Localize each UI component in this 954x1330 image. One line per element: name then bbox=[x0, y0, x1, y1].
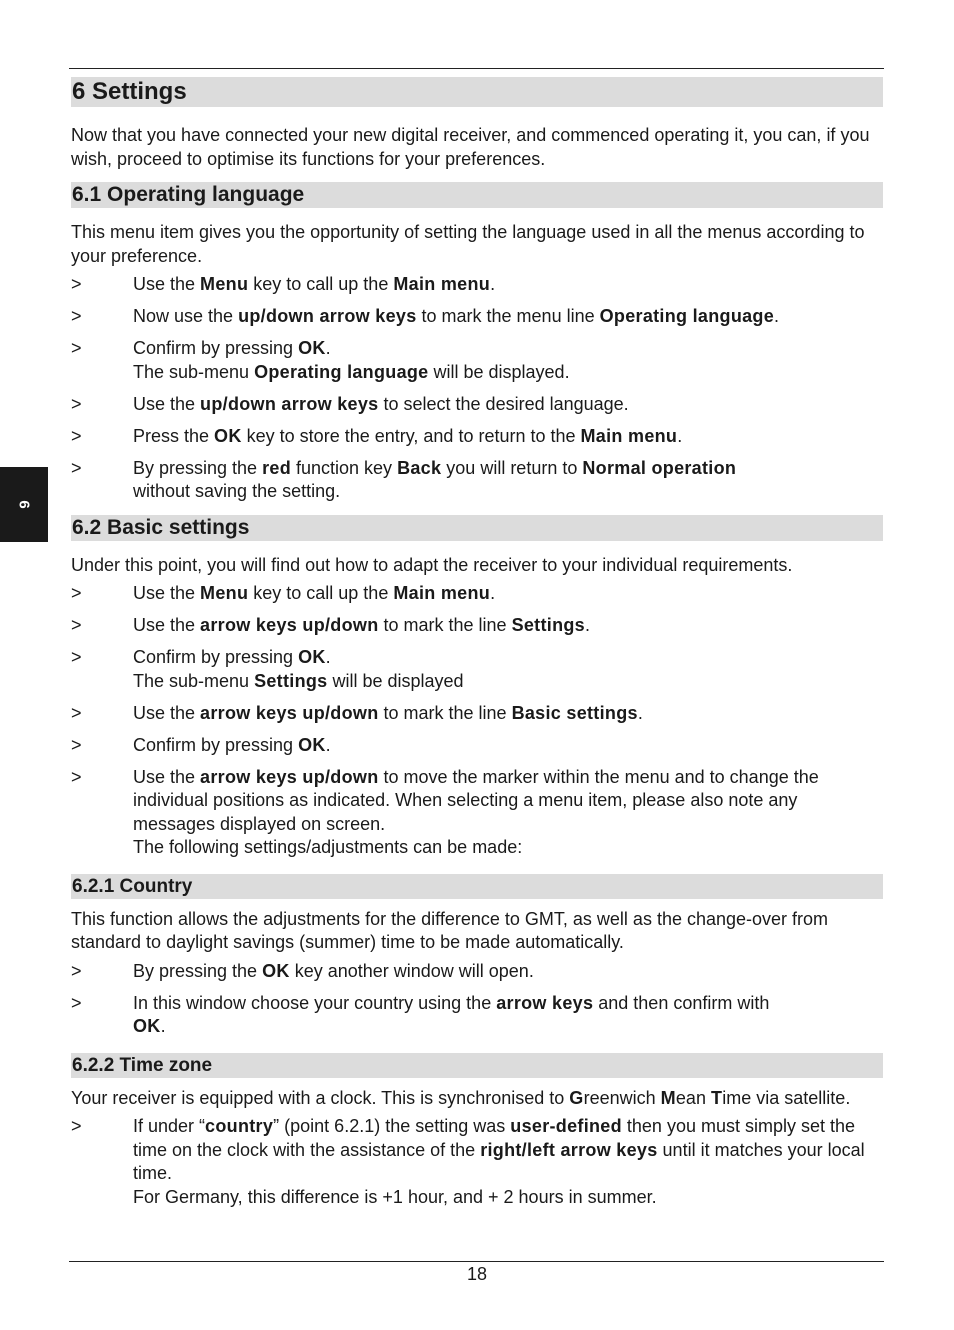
text-run: . The sub-menu bbox=[133, 338, 331, 382]
text-run: . bbox=[490, 274, 496, 294]
bold-text: Operating language bbox=[599, 306, 775, 326]
instruction-step bbox=[71, 646, 883, 693]
text-run: until it matches your local time. For Germany, this difference is +1 hour, and + 2 hours in summer. bbox=[133, 1139, 865, 1207]
instruction-step bbox=[71, 582, 883, 606]
bold-text: OK bbox=[262, 960, 290, 981]
step-marker: > bbox=[71, 992, 82, 1013]
bold-text: T bbox=[710, 1087, 723, 1108]
section-intro: Under this point, you will find out how to adapt the receiver to your individual requirements. bbox=[71, 554, 793, 575]
bold-text: Back bbox=[397, 457, 442, 478]
instruction-step bbox=[71, 305, 883, 329]
step-text bbox=[133, 702, 883, 726]
text-run: function key bbox=[291, 457, 398, 478]
page-content bbox=[71, 77, 883, 1218]
step-text bbox=[133, 337, 883, 384]
bold-text: Main menu bbox=[393, 583, 491, 603]
text-run: In this window choose your country using the bbox=[133, 992, 497, 1013]
text-run: Use the bbox=[133, 615, 201, 635]
section-intro bbox=[71, 1087, 883, 1111]
section-intro: This function allows the adjustments for the difference to GMT, as well as the change-over from standard to daylight savings (summer) time to be made automatically. bbox=[71, 908, 829, 952]
step-marker: > bbox=[71, 274, 82, 294]
text-run: to select the desired language. bbox=[378, 393, 629, 414]
text-run: ime via satellite. bbox=[722, 1087, 851, 1108]
text-run: . bbox=[490, 583, 496, 603]
text-run: By pressing the bbox=[133, 960, 263, 981]
section-heading: 6.1 Operating language bbox=[71, 182, 883, 208]
text-run: to move the marker within the menu and to change the individual positions as indicated. When selecting a menu item, please also note any messages displayed on screen. The following settings/adjustments can be made: bbox=[133, 766, 819, 857]
text-run: Use the bbox=[133, 583, 201, 603]
text-run: . bbox=[160, 1016, 166, 1036]
text-run: you will return to bbox=[441, 457, 583, 478]
bold-text: up/down arrow keys bbox=[238, 306, 417, 326]
top-rule bbox=[69, 68, 884, 69]
step-text bbox=[133, 614, 883, 638]
step-marker: > bbox=[71, 457, 82, 478]
bold-text: OK bbox=[298, 647, 326, 667]
text-run: Confirm by pressing bbox=[133, 734, 299, 755]
chapter-heading: 6 Settings bbox=[71, 77, 883, 107]
text-run: will be displayed. bbox=[428, 361, 570, 382]
text-run: Use the bbox=[133, 766, 201, 787]
page-number: 18 bbox=[466, 1264, 488, 1284]
step-marker: > bbox=[71, 615, 82, 635]
bold-text: right/left arrow keys bbox=[480, 1139, 658, 1160]
text-run: key another window will open. bbox=[289, 960, 534, 981]
text-run: will be displayed bbox=[327, 670, 464, 691]
bold-text: OK bbox=[133, 1016, 161, 1036]
bold-text: user-defined bbox=[510, 1116, 622, 1136]
text-run: Your receiver is equipped with a clock. This is synchronised to bbox=[71, 1087, 570, 1108]
step-marker: > bbox=[71, 734, 82, 755]
bold-text: Main menu bbox=[393, 274, 491, 294]
text-run: Confirm by pressing bbox=[133, 647, 299, 667]
step-text bbox=[133, 425, 883, 449]
section-6-2-1 bbox=[71, 874, 883, 1039]
text-run: . The sub-menu bbox=[133, 647, 331, 691]
text-run: . bbox=[584, 615, 590, 635]
step-marker: > bbox=[71, 425, 82, 446]
instruction-step bbox=[71, 614, 883, 638]
step-text bbox=[133, 766, 883, 860]
chapter-side-tab-number: 6 bbox=[15, 500, 33, 509]
text-run: . bbox=[774, 306, 780, 326]
instruction-step bbox=[71, 1115, 883, 1209]
text-run: ean bbox=[675, 1087, 711, 1108]
bold-text: Main menu bbox=[580, 425, 678, 446]
step-list bbox=[71, 582, 883, 860]
text-run: Now use the bbox=[133, 306, 239, 326]
text-run: Use the bbox=[133, 702, 201, 723]
text-run: to mark the line bbox=[378, 615, 512, 635]
bold-text: Operating language bbox=[254, 361, 429, 382]
step-text bbox=[133, 1115, 883, 1209]
instruction-step bbox=[71, 337, 883, 384]
instruction-step bbox=[71, 992, 883, 1039]
bold-text: OK bbox=[298, 734, 326, 755]
section-intro: This menu item gives you the opportunity of setting the language used in all the menus according to your preference. bbox=[71, 222, 865, 266]
step-list bbox=[71, 273, 883, 504]
bold-text: Menu bbox=[200, 274, 249, 294]
bold-text: country bbox=[205, 1116, 274, 1136]
step-text bbox=[133, 582, 883, 606]
section-heading: 6.2.2 Time zone bbox=[71, 1053, 883, 1078]
instruction-step bbox=[71, 734, 883, 758]
step-marker: > bbox=[71, 393, 82, 414]
section-6-2 bbox=[71, 515, 883, 860]
step-marker: > bbox=[71, 647, 82, 667]
instruction-step bbox=[71, 702, 883, 726]
bold-text: Basic settings bbox=[511, 702, 638, 723]
step-marker: > bbox=[71, 583, 82, 603]
bold-text: up/down arrow keys bbox=[200, 393, 379, 414]
step-list bbox=[71, 1115, 883, 1209]
bold-text: Settings bbox=[511, 615, 585, 635]
bold-text: OK bbox=[298, 338, 326, 358]
step-marker: > bbox=[71, 306, 82, 326]
chapter-intro: Now that you have connected your new digital receiver, and commenced operating it, you can, if you wish, proceed to optimise its functions for your preferences. bbox=[71, 125, 870, 169]
step-text bbox=[133, 393, 883, 417]
step-marker: > bbox=[71, 766, 82, 787]
text-run: key to call up the bbox=[248, 583, 394, 603]
text-run: ” (point 6.2.1) the setting was bbox=[273, 1116, 511, 1136]
text-run: Use the bbox=[133, 393, 201, 414]
text-run: key to call up the bbox=[248, 274, 394, 294]
step-text bbox=[133, 646, 883, 693]
text-run: then you must simply set the time on the clock with the assistance of the bbox=[133, 1116, 861, 1160]
section-6-2-2 bbox=[71, 1053, 883, 1210]
section-heading: 6.2.1 Country bbox=[71, 874, 883, 899]
step-text bbox=[133, 734, 883, 758]
text-run: If under “ bbox=[133, 1116, 206, 1136]
text-run: key to store the entry, and to return to the bbox=[241, 425, 581, 446]
bottom-rule bbox=[69, 1261, 884, 1262]
step-marker: > bbox=[71, 960, 82, 981]
section-6-1 bbox=[71, 182, 883, 504]
step-text bbox=[133, 960, 883, 984]
instruction-step bbox=[71, 960, 883, 984]
text-run: and then confirm with bbox=[598, 992, 770, 1013]
text-run: reenwich bbox=[583, 1087, 661, 1108]
step-text bbox=[133, 992, 883, 1039]
bold-text: Normal operation bbox=[582, 457, 737, 478]
bold-text: arrow keys up/down bbox=[200, 702, 379, 723]
chapter-side-tab bbox=[0, 467, 48, 542]
step-text bbox=[133, 457, 883, 504]
bold-text: Menu bbox=[200, 583, 249, 603]
instruction-step bbox=[71, 273, 883, 297]
bold-text: red bbox=[262, 457, 291, 478]
bold-text: arrow keys bbox=[496, 992, 594, 1013]
bold-text: OK bbox=[214, 425, 242, 446]
text-run: to mark the line bbox=[378, 702, 512, 723]
text-run: to mark the menu line bbox=[416, 306, 600, 326]
step-list bbox=[71, 960, 883, 1039]
section-heading: 6.2 Basic settings bbox=[71, 515, 883, 541]
bold-text: arrow keys up/down bbox=[200, 766, 379, 787]
step-marker: > bbox=[71, 1116, 82, 1136]
bold-text: G bbox=[569, 1087, 584, 1108]
text-run: Press the bbox=[133, 425, 215, 446]
instruction-step bbox=[71, 457, 883, 504]
instruction-step bbox=[71, 393, 883, 417]
step-text bbox=[133, 305, 883, 329]
text-run: Confirm by pressing bbox=[133, 338, 299, 358]
instruction-step bbox=[71, 425, 883, 449]
instruction-step bbox=[71, 766, 883, 860]
bold-text: M bbox=[660, 1087, 676, 1108]
text-run: By pressing the bbox=[133, 457, 263, 478]
step-marker: > bbox=[71, 702, 82, 723]
text-run: . bbox=[325, 734, 331, 755]
step-marker: > bbox=[71, 338, 82, 358]
text-run: Use the bbox=[133, 274, 201, 294]
bold-text: Settings bbox=[254, 670, 328, 691]
bold-text: arrow keys up/down bbox=[200, 615, 379, 635]
text-run: . bbox=[677, 425, 683, 446]
text-run: . bbox=[637, 702, 643, 723]
step-text bbox=[133, 273, 883, 297]
text-run: without saving the setting. bbox=[133, 481, 341, 501]
